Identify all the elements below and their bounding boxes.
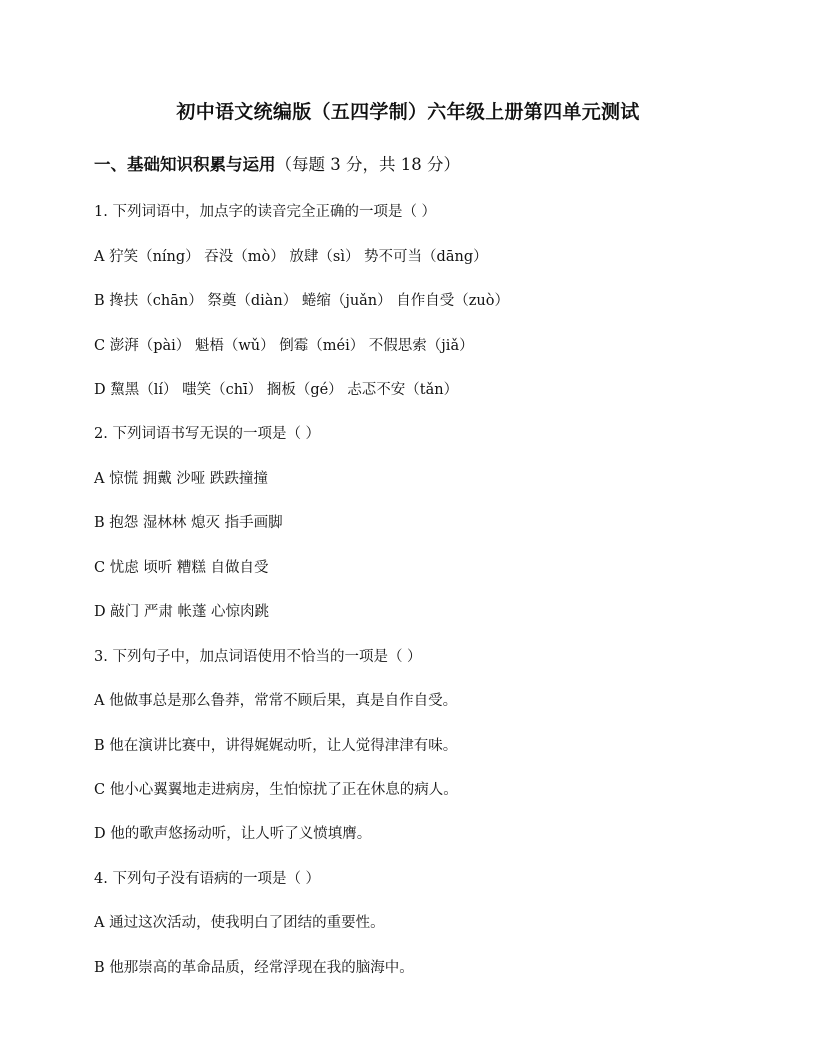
question-3-option-b: B 他在演讲比赛中，讲得娓娓动听，让人觉得津津有味。 xyxy=(94,738,458,754)
question-2-option-c: C 忧虑 顷听 糟糕 自做自受 xyxy=(94,560,269,576)
question-1-option-c: C 澎湃（pài） 魁梧（wǔ） 倒霉（méi） 不假思索（jiǎ） xyxy=(94,338,474,354)
question-3-option-a: A 他做事总是那么鲁莽，常常不顾后果，真是自作自受。 xyxy=(94,693,458,709)
section-heading-label: 一、基础知识积累与运用 xyxy=(94,155,276,174)
section-heading xyxy=(94,151,460,175)
question-2-option-b: B 抱怨 湿林林 熄灭 指手画脚 xyxy=(94,515,283,531)
question-2-stem: 2. 下列词语书写无误的一项是（ ） xyxy=(94,426,321,442)
question-4-stem: 4. 下列句子没有语病的一项是（ ） xyxy=(94,871,321,887)
question-3-option-c: C 他小心翼翼地走进病房，生怕惊扰了正在休息的病人。 xyxy=(94,782,458,798)
question-4-option-a: A 通过这次活动，使我明白了团结的重要性。 xyxy=(94,915,385,931)
question-2-option-a: A 惊慌 拥戴 沙哑 跌跌撞撞 xyxy=(94,471,268,487)
question-3-option-d: D 他的歌声悠扬动听，让人听了义愤填膺。 xyxy=(94,826,372,842)
question-1-option-d: D 黧黑（lí） 嗤笑（chī） 搁板（gé） 忐忑不安（tǎn） xyxy=(94,382,459,398)
question-2-option-d: D 敲门 严肃 帐蓬 心惊肉跳 xyxy=(94,604,270,620)
question-1-option-a: A 狞笑（níng） 吞没（mò） 放肆（sì） 势不可当（dāng） xyxy=(94,249,488,265)
question-4-option-b: B 他那崇高的革命品质，经常浮现在我的脑海中。 xyxy=(94,960,414,976)
question-1-stem: 1. 下列词语中，加点字的读音完全正确的一项是（ ） xyxy=(94,204,437,220)
question-3-stem: 3. 下列句子中，加点词语使用不恰当的一项是（ ） xyxy=(94,649,422,665)
question-1-option-b: B 搀扶（chān） 祭奠（diàn） 蜷缩（juǎn） 自作自受（zuò） xyxy=(94,293,509,309)
section-heading-scoring-note: （每题 3 分，共 18 分） xyxy=(275,155,460,174)
page-title: 初中语文统编版（五四学制）六年级上册第四单元测试 xyxy=(176,101,640,123)
